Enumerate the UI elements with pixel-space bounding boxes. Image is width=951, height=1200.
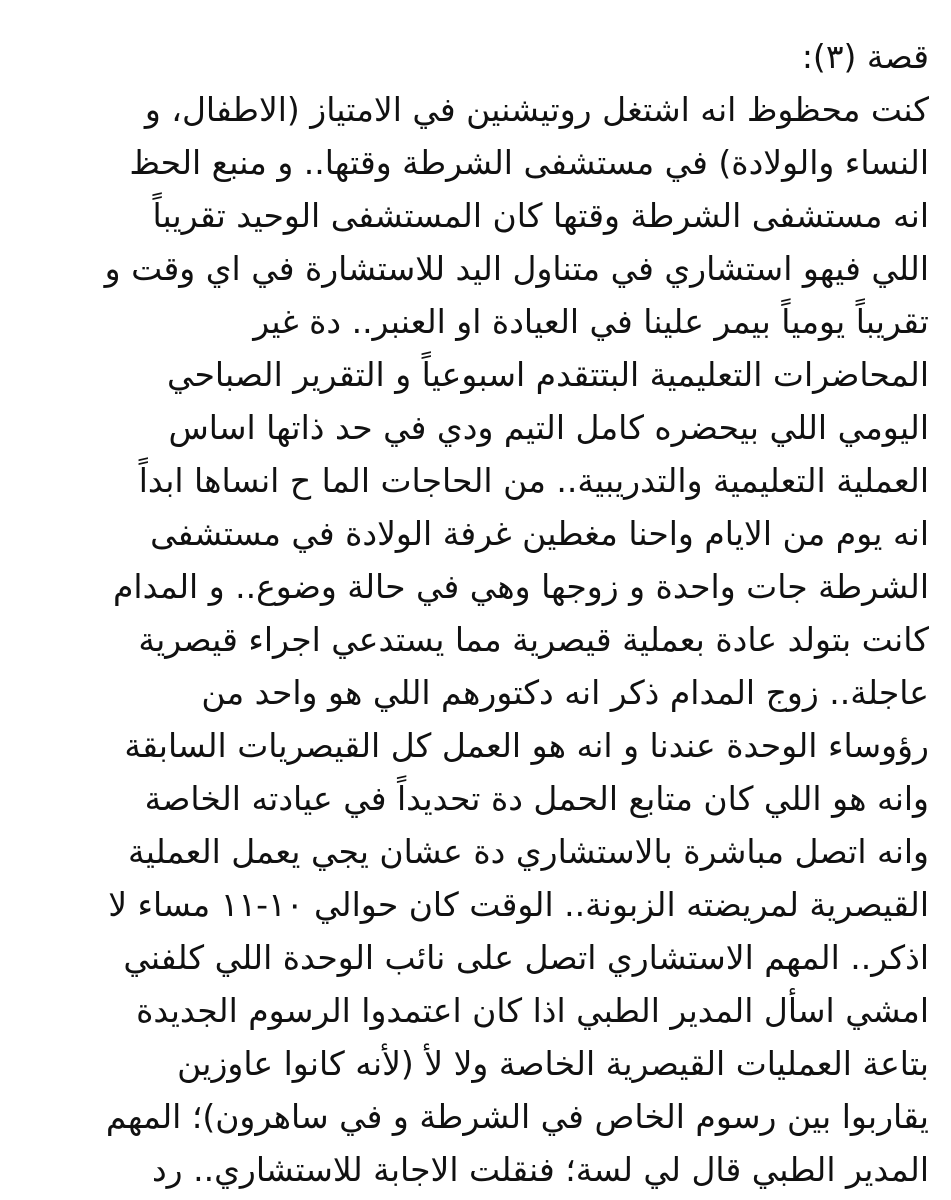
text-line-3: انه مستشفى الشرطة وقتها كان المستشفى الوحيد تقريباً: [152, 196, 929, 235]
text-line-10: الشرطة جات واحدة و زوجها وهي في حالة وضوع.. و المدام: [113, 567, 929, 606]
text-line-13: رؤوساء الوحدة عندنا و انه هو العمل كل القيصريات السابقة: [124, 726, 929, 765]
text-line-18: امشي اسأل المدير الطبي اذا كان اعتمدوا الرسوم الجديدة: [136, 991, 929, 1030]
text-line-11: كانت بتولد عادة بعملية قيصرية مما يستدعي اجراء قيصرية: [138, 620, 929, 659]
text-line-15: وانه اتصل مباشرة بالاستشاري دة عشان يجي يعمل العملية: [128, 832, 929, 871]
text-line-19: بتاعة العمليات القيصرية الخاصة ولا لأ (لأنه كانوا عاوزين: [177, 1044, 929, 1083]
text-line-20: يقاربوا بين رسوم الخاص في الشرطة و في ساهرون)؛ المهم: [105, 1097, 929, 1136]
text-line-8: العملية التعليمية والتدريبية.. من الحاجات الما ح انساها ابداً: [138, 461, 929, 500]
text-line-2: النساء والولادة) في مستشفى الشرطة وقتها.. و منبع الحظ: [129, 143, 929, 182]
text-line-21: المدير الطبي قال لي لسة؛ فنقلت الاجابة للاستشاري.. رد: [151, 1150, 929, 1189]
text-line-17: اذكر.. المهم الاستشاري اتصل على نائب الوحدة اللي كلفني: [123, 938, 929, 977]
text-line-1: كنت محظوظ انه اشتغل روتيشنين في الامتياز (الاطفال، و: [144, 90, 929, 129]
text-line-4: اللي فيهو استشاري في متناول اليد للاستشارة في اي وقت و: [104, 249, 929, 288]
story-text: [28, 30, 929, 1196]
text-line-9: انه يوم من الايام واحنا مغطين غرفة الولادة في مستشفى: [150, 514, 929, 553]
story-title: قصة (٣):: [801, 37, 929, 76]
text-line-7: اليومي اللي بيحضره كامل التيم ودي في حد ذاتها اساس: [168, 408, 929, 447]
text-line-12: عاجلة.. زوج المدام ذكر انه دكتورهم اللي هو واحد من: [201, 673, 929, 712]
text-line-6: المحاضرات التعليمية البتتقدم اسبوعياً و التقرير الصباحي: [166, 355, 929, 394]
text-line-16: القيصرية لمريضته الزبونة.. الوقت كان حوالي ١٠-١١ مساء لا: [108, 885, 929, 924]
text-line-5: تقريباً يومياً بيمر علينا في العيادة او العنبر.. دة غير: [253, 302, 929, 341]
text-line-14: وانه هو اللي كان متابع الحمل دة تحديداً في عيادته الخاصة: [144, 779, 929, 818]
